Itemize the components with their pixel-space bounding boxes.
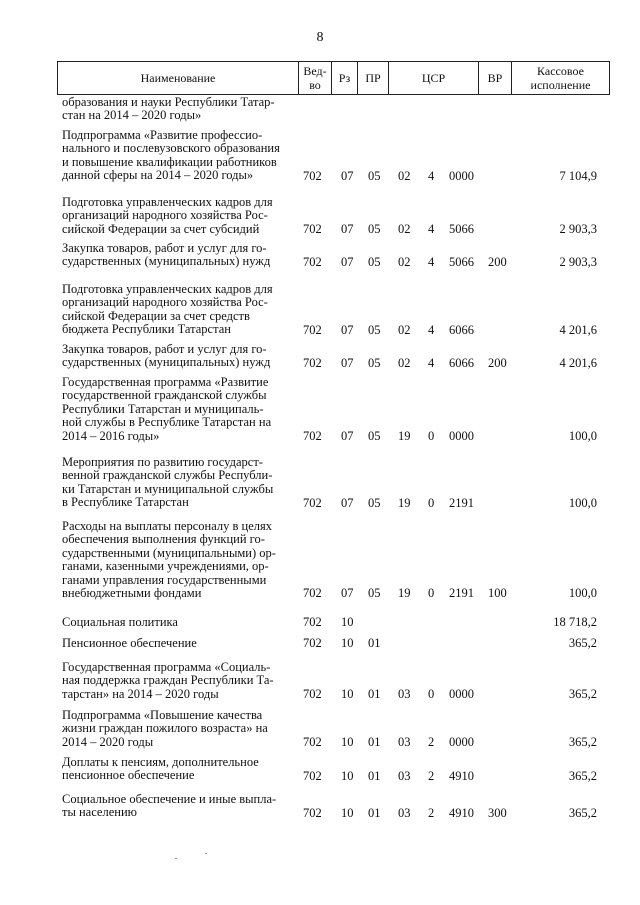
- table-row: [0, 637, 640, 650]
- csr-subprogram-cell: 0: [428, 687, 435, 702]
- pr-cell: 01: [368, 636, 381, 651]
- row-name-line: сударственными (муниципальными) ор-: [62, 545, 276, 560]
- row-name-line: 2014 – 2020 годы: [62, 734, 154, 749]
- table-row: [0, 343, 640, 370]
- row-name-line: Социальная политика: [62, 615, 178, 629]
- table-row: [0, 661, 640, 701]
- table-row: [0, 129, 640, 183]
- table-row: [0, 376, 640, 443]
- row-name-line: ной службы в Республике Татарстан на: [62, 415, 272, 430]
- amount-cell: 2 903,3: [559, 254, 597, 269]
- header-rz: Рз: [338, 71, 351, 85]
- header-kassovoe: [512, 62, 609, 94]
- row-name-line: и повышение квалификации работников: [62, 154, 277, 169]
- csr-program-cell: 02: [398, 355, 411, 370]
- row-name: [62, 456, 294, 510]
- row-name-line: тарстан» на 2014 – 2020 годы: [62, 686, 219, 701]
- row-name-line: Подпрограмма «Повышение качества: [62, 708, 263, 722]
- csr-program-cell: 03: [398, 768, 411, 783]
- pr-cell: 01: [368, 805, 381, 820]
- rz-cell: 07: [341, 586, 354, 601]
- row-name: [62, 242, 294, 269]
- header-kass-line1: Кассовое: [537, 64, 584, 78]
- csr-subprogram-cell: 4: [428, 322, 435, 337]
- row-name-line: Мероприятия по развитию государст-: [62, 455, 263, 469]
- row-name: [62, 637, 294, 650]
- row-name-line: Подготовка управленческих кадров для: [62, 195, 273, 209]
- row-name-line: государственной гражданской службы: [62, 388, 267, 403]
- amount-cell: 2 903,3: [559, 222, 597, 237]
- header-kass-line2: исполнение: [530, 78, 591, 92]
- csr-program-cell: 19: [398, 586, 411, 601]
- amount-cell: 100,0: [568, 495, 597, 510]
- table-row: [0, 196, 640, 236]
- row-name: [62, 129, 294, 183]
- row-name-line: организаций народного хозяйства Рос-: [62, 295, 268, 310]
- table-row: [0, 520, 640, 600]
- pr-cell: 05: [368, 254, 381, 269]
- table-row: [0, 616, 640, 629]
- csr-program-cell: 19: [398, 495, 411, 510]
- csr-subprogram-cell: 0: [428, 429, 435, 443]
- amount-cell: 100,0: [568, 586, 597, 601]
- amount-cell: 100,0: [568, 429, 597, 443]
- csr-subprogram-cell: 4: [428, 254, 435, 269]
- amount-cell: 4 201,6: [559, 355, 597, 370]
- csr-subprogram-cell: 2: [428, 768, 435, 783]
- rz-cell: 10: [341, 735, 354, 750]
- ved-cell: 702: [303, 254, 322, 269]
- rz-cell: 07: [341, 495, 354, 510]
- table-row: [0, 283, 640, 337]
- csr-direction-cell: 0000: [449, 429, 474, 443]
- row-name-line: сударственных (муниципальных) нужд: [62, 355, 271, 370]
- row-name-line: бюджета Республики Татарстан: [62, 322, 231, 337]
- ved-cell: 702: [303, 636, 322, 651]
- pr-cell: 05: [368, 355, 381, 370]
- csr-subprogram-cell: 4: [428, 222, 435, 237]
- vr-cell: 200: [488, 254, 507, 269]
- rz-cell: 10: [341, 687, 354, 702]
- csr-program-cell: 02: [398, 254, 411, 269]
- row-name-line: Доплаты к пенсиям, дополнительное: [62, 755, 259, 769]
- vr-cell: 200: [488, 355, 507, 370]
- row-name: [62, 756, 294, 783]
- row-name-line: Государственная программа «Развитие: [62, 375, 269, 389]
- csr-program-cell: 02: [398, 168, 411, 183]
- row-name-line: данной сферы на 2014 – 2020 годы»: [62, 168, 254, 183]
- row-name-line: Расходы на выплаты персоналу в целях: [62, 519, 272, 533]
- rz-cell: 07: [341, 322, 354, 337]
- pr-cell: 05: [368, 222, 381, 237]
- row-name-line: ная поддержка граждан Республики Та-: [62, 673, 274, 688]
- row-name-line: Пенсионное обеспечение: [62, 636, 197, 650]
- pr-cell: 05: [368, 168, 381, 183]
- row-name-line: Закупка товаров, работ и услуг для го-: [62, 241, 267, 255]
- pr-cell: 01: [368, 735, 381, 750]
- csr-subprogram-cell: 2: [428, 735, 435, 750]
- ved-cell: 702: [303, 615, 322, 630]
- row-name-line: пенсионное обеспечение: [62, 768, 195, 783]
- ved-cell: 702: [303, 495, 322, 510]
- row-name: [62, 520, 294, 600]
- table-row: [0, 793, 640, 820]
- amount-cell: 365,2: [568, 735, 597, 750]
- continued-line: стан на 2014 – 2020 годы»: [62, 108, 202, 123]
- amount-cell: 7 104,9: [559, 168, 597, 183]
- rz-cell: 10: [341, 805, 354, 820]
- header-ved: [299, 62, 331, 94]
- rz-cell: 07: [341, 222, 354, 237]
- header-csr: ЦСР: [421, 71, 446, 85]
- row-name-line: организаций народного хозяйства Рос-: [62, 208, 268, 223]
- csr-program-cell: 19: [398, 429, 411, 443]
- csr-direction-cell: 5066: [449, 222, 474, 237]
- csr-direction-cell: 6066: [449, 322, 474, 337]
- ved-cell: 702: [303, 768, 322, 783]
- ved-cell: 702: [303, 322, 322, 337]
- row-name-line: Закупка товаров, работ и услуг для го-: [62, 342, 267, 356]
- row-name-line: ты населению: [62, 805, 137, 820]
- row-name-line: внебюджетными фондами: [62, 586, 202, 601]
- continued-row-text: [62, 96, 294, 123]
- csr-program-cell: 02: [398, 322, 411, 337]
- amount-cell: 4 201,6: [559, 322, 597, 337]
- header-pr: ПР: [365, 71, 381, 85]
- row-name-line: в Республике Татарстан: [62, 495, 189, 510]
- row-name-line: Подготовка управленческих кадров для: [62, 282, 273, 296]
- table-row: [0, 709, 640, 749]
- amount-cell: 365,2: [568, 768, 597, 783]
- csr-program-cell: 03: [398, 735, 411, 750]
- amount-cell: 365,2: [568, 687, 597, 702]
- ved-cell: 702: [303, 168, 322, 183]
- rz-cell: 07: [341, 429, 354, 443]
- row-name-line: 2014 – 2016 годы»: [62, 428, 160, 443]
- ved-cell: 702: [303, 735, 322, 750]
- rz-cell: 07: [341, 254, 354, 269]
- ved-cell: 702: [303, 805, 322, 820]
- csr-direction-cell: 0000: [449, 735, 474, 750]
- pr-cell: 01: [368, 687, 381, 702]
- row-name-line: сударственных (муниципальных) нужд: [62, 254, 271, 269]
- csr-direction-cell: 2191: [449, 586, 474, 601]
- csr-program-cell: 03: [398, 687, 411, 702]
- header-vr: ВР: [487, 71, 503, 85]
- amount-cell: 18 718,2: [553, 615, 597, 630]
- row-name: [62, 661, 294, 701]
- vr-cell: 300: [488, 805, 507, 820]
- ved-cell: 702: [303, 586, 322, 601]
- csr-subprogram-cell: 4: [428, 168, 435, 183]
- header-name: Наименование: [140, 71, 216, 85]
- ved-cell: 702: [303, 222, 322, 237]
- row-name-line: Социальное обеспечение и иные выпла-: [62, 792, 277, 806]
- row-name: [62, 793, 294, 820]
- page-number: 8: [316, 30, 324, 45]
- csr-direction-cell: 4910: [449, 768, 474, 783]
- row-name-line: сийской Федерации за счет средств: [62, 308, 250, 323]
- csr-direction-cell: 5066: [449, 254, 474, 269]
- header-ved-line1: Вед-: [303, 64, 327, 78]
- row-name-line: Государственная программа «Социаль-: [62, 660, 271, 674]
- pr-cell: 05: [368, 586, 381, 601]
- csr-subprogram-cell: 4: [428, 355, 435, 370]
- row-name-line: ганами, казенными учреждениями, ор-: [62, 559, 269, 574]
- csr-program-cell: 02: [398, 222, 411, 237]
- table-row: [0, 756, 640, 783]
- pr-cell: 05: [368, 495, 381, 510]
- row-name: [62, 283, 294, 337]
- row-name-line: сийской Федерации за счет субсидий: [62, 221, 260, 236]
- row-name-line: нального и послевузовского образования: [62, 141, 280, 156]
- row-name-line: ки Татарстан и муниципальной службы: [62, 481, 274, 496]
- row-name-line: ганами управления государственными: [62, 572, 267, 587]
- ved-cell: 702: [303, 429, 322, 443]
- row-name-line: венной гражданской службы Республи-: [62, 468, 273, 483]
- ved-cell: 702: [303, 355, 322, 370]
- ved-cell: 702: [303, 687, 322, 702]
- row-name: [62, 709, 294, 749]
- pr-cell: 05: [368, 322, 381, 337]
- row-name-line: обеспечения выполнения функций го-: [62, 532, 265, 547]
- pr-cell: 01: [368, 768, 381, 783]
- rz-cell: 10: [341, 636, 354, 651]
- csr-direction-cell: 2191: [449, 495, 474, 510]
- row-name: [62, 196, 294, 236]
- table-row: [0, 242, 640, 269]
- csr-direction-cell: 6066: [449, 355, 474, 370]
- csr-subprogram-cell: 0: [428, 586, 435, 601]
- csr-direction-cell: 0000: [449, 687, 474, 702]
- csr-program-cell: 03: [398, 805, 411, 820]
- pr-cell: 05: [368, 429, 381, 443]
- amount-cell: 365,2: [568, 805, 597, 820]
- amount-cell: 365,2: [568, 636, 597, 651]
- row-name: [62, 343, 294, 370]
- row-name-line: жизни граждан пожилого возраста» на: [62, 721, 268, 736]
- rz-cell: 07: [341, 168, 354, 183]
- rz-cell: 07: [341, 355, 354, 370]
- row-name-line: Республики Татарстан и муниципаль-: [62, 401, 264, 416]
- row-name-line: Подпрограмма «Развитие профессио-: [62, 128, 263, 142]
- table-header: [57, 61, 610, 95]
- row-name: [62, 616, 294, 629]
- csr-subprogram-cell: 0: [428, 495, 435, 510]
- csr-direction-cell: 0000: [449, 168, 474, 183]
- continued-line: образования и науки Республики Татар-: [62, 95, 275, 109]
- rz-cell: 10: [341, 615, 354, 630]
- csr-direction-cell: 4910: [449, 805, 474, 820]
- rz-cell: 10: [341, 768, 354, 783]
- csr-subprogram-cell: 2: [428, 805, 435, 820]
- table-row: [0, 456, 640, 510]
- vr-cell: 100: [488, 586, 507, 601]
- header-ved-line2: во: [309, 78, 321, 92]
- row-name: [62, 376, 294, 443]
